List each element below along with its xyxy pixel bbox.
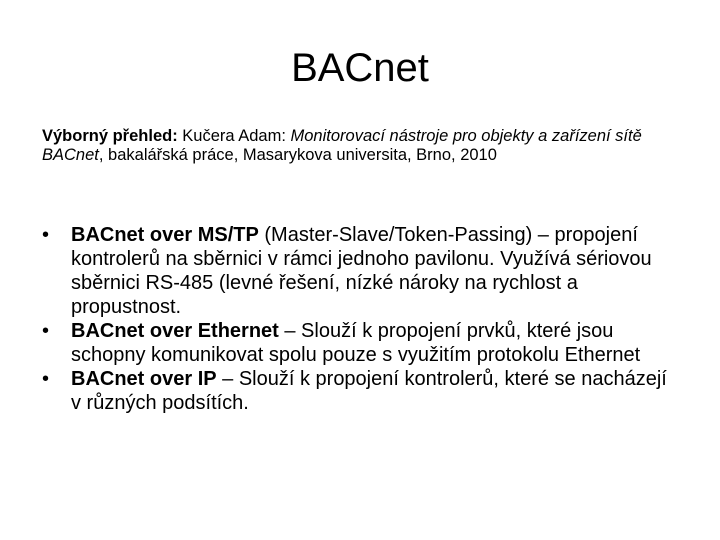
bullet-term: BACnet over Ethernet [71, 320, 279, 342]
bullet-list [42, 223, 682, 415]
bullet-marker: • [42, 224, 50, 246]
bullet-text: (Master-Slave/Token-Passing) – propojení kontrolerů na sběrnici v rámci jednoho pavilonu. Využívá sériovou sběrnici RS-485 (levné řešení, nízké nároky na rychlost a propustnost. [71, 224, 652, 318]
reference-lead: Výborný přehled: [42, 127, 178, 145]
bullet-marker: • [42, 320, 50, 342]
reference-work-title: Monitorovací nástroje pro objekty a zařízení sítě BACnet [42, 127, 642, 164]
bullet-item-ip [42, 367, 682, 415]
reference-author: Kučera Adam: [177, 127, 291, 145]
reference-paragraph [42, 127, 672, 165]
bullet-term: BACnet over IP [71, 368, 217, 390]
bullet-marker: • [42, 368, 50, 390]
reference-details: , bakalářská práce, Masarykova universita, Brno, 2010 [98, 146, 497, 164]
bullet-text: – Slouží k propojení prvků, které jsou schopny komunikovat spolu pouze s využitím protokolu Ethernet [71, 320, 641, 366]
bullet-item-ethernet [42, 319, 682, 367]
bullet-item-ms-tp [42, 223, 682, 319]
bullet-text: – Slouží k propojení kontrolerů, které se nacházejí v různých podsítích. [71, 368, 667, 414]
bullet-term: BACnet over MS/TP [71, 224, 259, 246]
slide-title: BACnet [291, 46, 429, 90]
